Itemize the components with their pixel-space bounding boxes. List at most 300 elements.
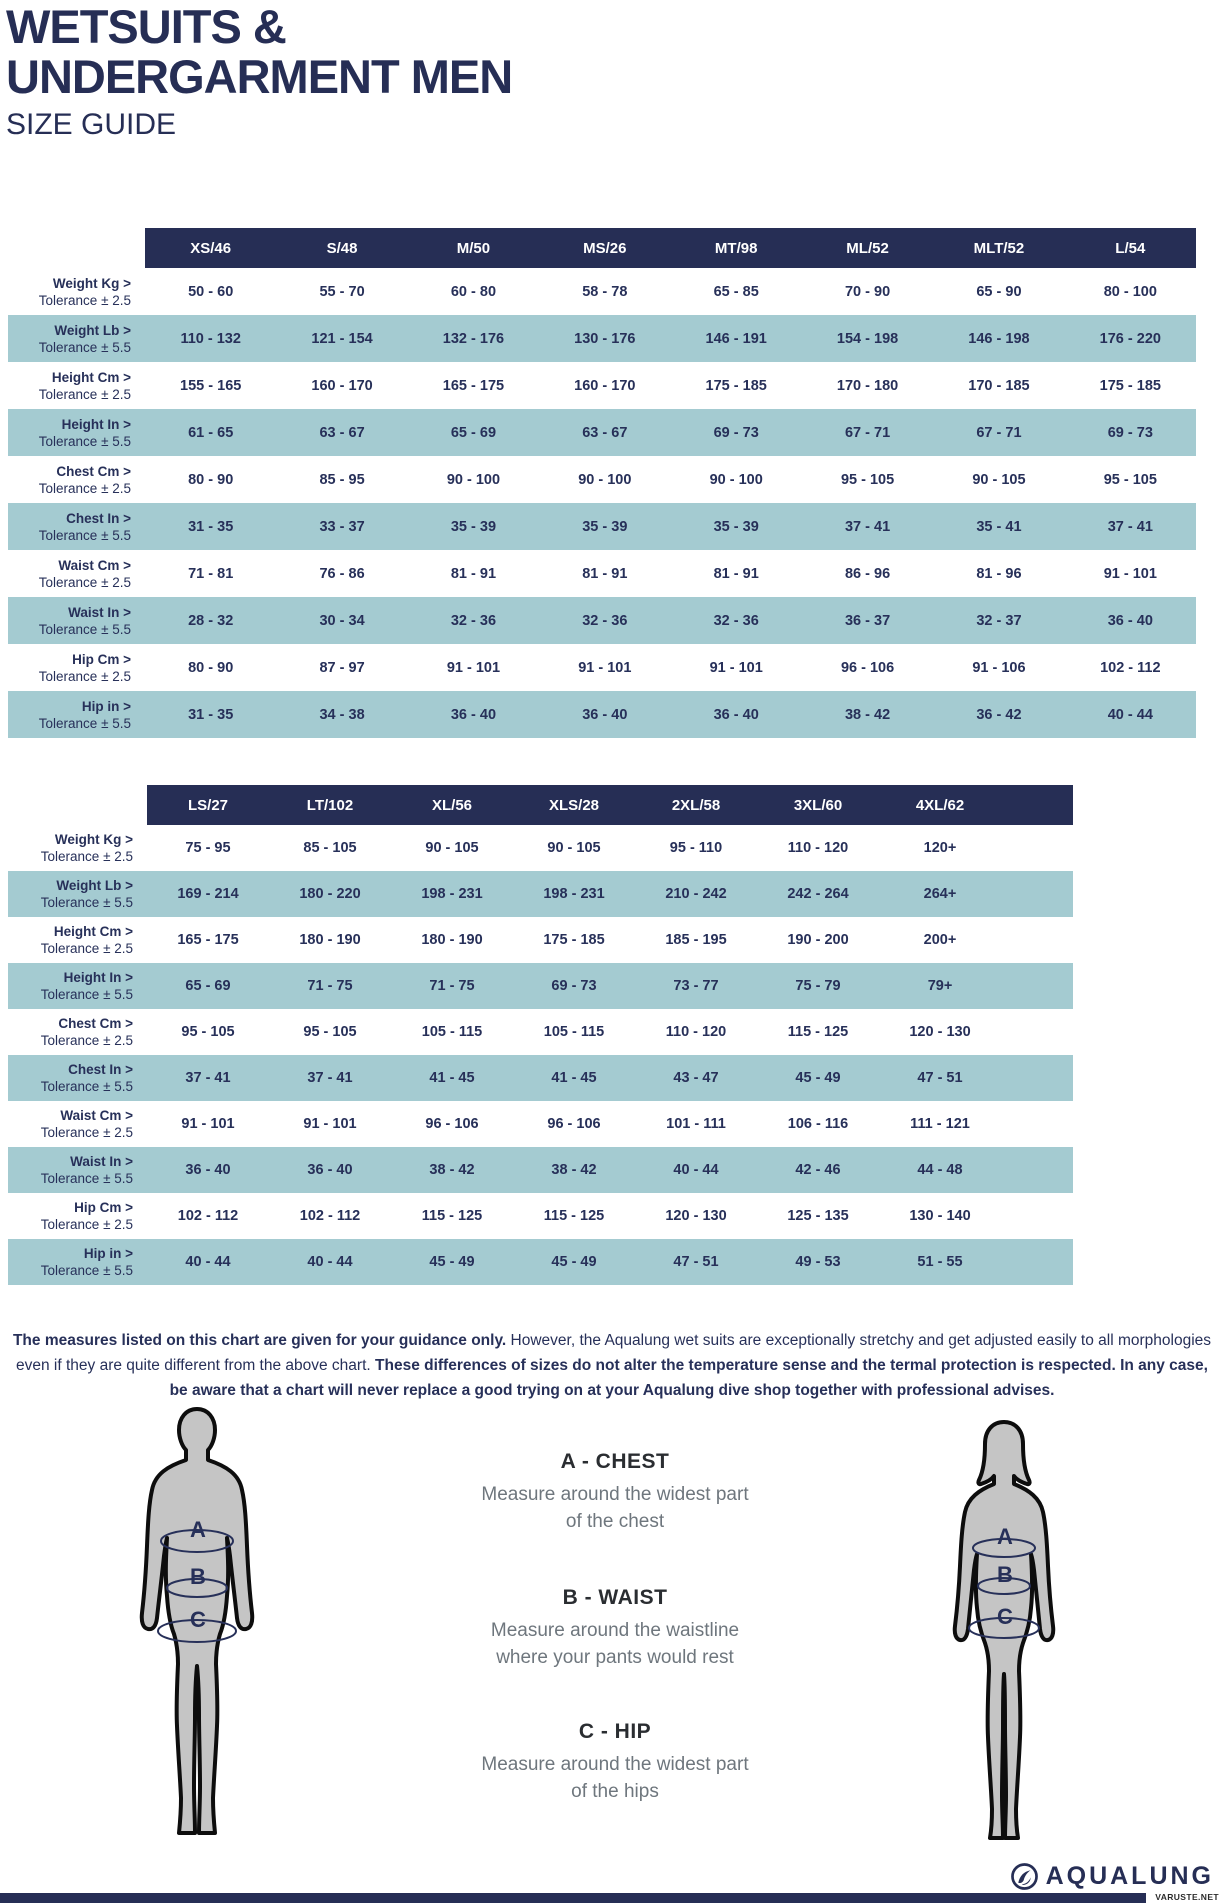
size-value-cell: 40 - 44 <box>185 1254 231 1270</box>
chest-instruction-title: A - CHEST <box>560 1450 670 1473</box>
size-value-cell: 36 - 37 <box>844 612 891 629</box>
table-corner-cell <box>8 228 145 268</box>
column-header: 2XL/58 <box>671 796 721 814</box>
row-values <box>145 268 1196 315</box>
table-header-row <box>8 228 1196 268</box>
size-value-cell: 121 - 154 <box>311 330 373 347</box>
size-value-cell: 43 - 47 <box>673 1070 719 1086</box>
size-value-cell: 73 - 77 <box>673 978 719 994</box>
row-label-measure: Chest Cm > <box>56 463 131 479</box>
column-header: XLS/28 <box>548 796 600 814</box>
size-value-cell: 86 - 96 <box>844 565 891 582</box>
brand-logo <box>1010 1862 1214 1891</box>
row-values <box>147 825 1073 871</box>
row-label-measure: Waist In > <box>70 1154 133 1169</box>
table-row <box>8 917 1073 963</box>
row-label <box>8 825 147 871</box>
page-title <box>6 2 512 102</box>
row-values <box>147 1055 1073 1101</box>
size-value-cell: 85 - 105 <box>303 840 357 856</box>
watermark-text: VARUSTE.NET <box>1155 1892 1219 1902</box>
table-row <box>8 268 1196 315</box>
size-value-cell: 55 - 70 <box>319 283 365 300</box>
size-value-cell: 130 - 140 <box>909 1208 971 1224</box>
hip-instruction <box>355 1720 875 1805</box>
table-row <box>8 1193 1073 1239</box>
table-row <box>8 315 1196 362</box>
table-row <box>8 1147 1073 1193</box>
size-value-cell: 146 - 191 <box>705 330 767 347</box>
size-value-cell: 96 - 106 <box>425 1116 479 1132</box>
size-value-cell: 125 - 135 <box>787 1208 849 1224</box>
size-value-cell: 47 - 51 <box>917 1070 963 1086</box>
row-label <box>8 409 145 456</box>
size-value-cell: 69 - 73 <box>713 424 759 441</box>
row-label-tolerance: Tolerance ± 5.5 <box>40 1171 133 1186</box>
table-row <box>8 409 1196 456</box>
disclaimer-regular-1: However, the Aqualung wet suits are exceptionally stretchy and get adjusted easily to all morphologies even if they are quite different from the above chart. <box>16 1331 1212 1374</box>
size-value-cell: 180 - 220 <box>299 886 361 902</box>
row-label-tolerance: Tolerance ± 2.5 <box>38 668 131 684</box>
size-value-cell: 65 - 69 <box>185 978 231 994</box>
row-label-measure: Waist In > <box>68 604 131 620</box>
size-value-cell: 170 - 185 <box>968 377 1030 394</box>
size-value-cell: 37 - 41 <box>307 1070 353 1086</box>
row-label <box>8 644 145 691</box>
size-value-cell: 115 - 125 <box>543 1208 605 1224</box>
row-values <box>145 644 1196 691</box>
size-value-cell: 71 - 81 <box>188 565 234 582</box>
row-label-measure: Weight Lb > <box>56 878 133 893</box>
size-value-cell: 35 - 39 <box>450 518 497 535</box>
row-values <box>145 550 1196 597</box>
size-value-cell: 67 - 71 <box>844 424 891 441</box>
size-value-cell: 85 - 95 <box>319 471 365 488</box>
column-header: 4XL/62 <box>915 796 965 814</box>
size-table-large <box>8 785 1073 1285</box>
waist-instruction-title: B - WAIST <box>562 1586 668 1609</box>
column-header: L/54 <box>1115 239 1146 257</box>
row-label-tolerance: Tolerance ± 5.5 <box>38 715 131 731</box>
size-value-cell: 91 - 106 <box>972 659 1026 676</box>
row-values <box>147 1101 1073 1147</box>
size-value-cell: 210 - 242 <box>665 886 727 902</box>
size-value-cell: 176 - 220 <box>1099 330 1161 347</box>
row-label <box>8 963 147 1009</box>
waist-instruction-text: Measure around the waistline where your pants would rest <box>490 1620 740 1668</box>
table-row <box>8 1101 1073 1147</box>
column-header: XL/56 <box>431 796 473 814</box>
hip-instruction-text: Measure around the widest part of the hips <box>481 1754 749 1802</box>
male-waist-label: B <box>190 1564 206 1589</box>
size-value-cell: 80 - 90 <box>188 659 234 676</box>
size-value-cell: 32 - 36 <box>582 612 628 629</box>
size-value-cell: 81 - 91 <box>582 565 628 582</box>
size-value-cell: 90 - 105 <box>972 471 1026 488</box>
table-row <box>8 362 1196 409</box>
column-header: MLT/52 <box>973 239 1025 257</box>
size-value-cell: 67 - 71 <box>976 424 1022 441</box>
table-row <box>8 1239 1073 1285</box>
female-body-diagram <box>934 1418 1074 1843</box>
column-header: MT/98 <box>714 239 758 257</box>
row-label-measure: Weight Kg > <box>52 275 131 291</box>
row-label-tolerance: Tolerance ± 5.5 <box>40 1263 133 1278</box>
size-value-cell: 95 - 105 <box>303 1024 357 1040</box>
row-label <box>8 1147 147 1193</box>
row-label-measure: Height In > <box>63 970 133 985</box>
row-label-tolerance: Tolerance ± 2.5 <box>38 292 131 308</box>
table-row <box>8 456 1196 503</box>
size-value-cell: 36 - 40 <box>185 1162 231 1178</box>
female-waist-label: B <box>997 1562 1013 1587</box>
row-label-measure: Height Cm > <box>51 369 131 385</box>
size-value-cell: 37 - 41 <box>185 1070 231 1086</box>
size-value-cell: 71 - 75 <box>307 978 353 994</box>
disclaimer-text <box>12 1328 1212 1403</box>
size-value-cell: 106 - 116 <box>787 1116 849 1132</box>
size-value-cell: 95 - 105 <box>1103 471 1157 488</box>
row-label-measure: Weight Lb > <box>54 322 131 338</box>
size-value-cell: 79+ <box>927 978 953 994</box>
row-label <box>8 1055 147 1101</box>
size-value-cell: 101 - 111 <box>666 1116 726 1132</box>
table-row <box>8 1009 1073 1055</box>
size-value-cell: 71 - 75 <box>429 978 475 994</box>
size-value-cell: 28 - 32 <box>188 612 234 629</box>
size-value-cell: 165 - 175 <box>442 377 505 394</box>
size-value-cell: 49 - 53 <box>795 1254 841 1270</box>
size-value-cell: 75 - 95 <box>185 840 231 856</box>
size-value-cell: 115 - 125 <box>787 1024 849 1040</box>
size-value-cell: 102 - 112 <box>299 1208 361 1224</box>
brand-name: AQUALUNG <box>1045 1862 1214 1890</box>
bottom-bar <box>0 1893 1146 1903</box>
female-chest-label: A <box>997 1524 1013 1549</box>
size-value-cell: 200+ <box>923 932 957 948</box>
row-label-measure: Chest In > <box>68 1062 133 1077</box>
row-label <box>8 917 147 963</box>
size-value-cell: 185 - 195 <box>665 932 727 948</box>
row-label-measure: Height Cm > <box>53 924 133 939</box>
row-label-tolerance: Tolerance ± 2.5 <box>38 480 131 496</box>
row-label-tolerance: Tolerance ± 2.5 <box>38 574 131 590</box>
row-label-tolerance: Tolerance ± 5.5 <box>40 1079 133 1094</box>
column-header: ML/52 <box>846 239 889 257</box>
size-value-cell: 38 - 42 <box>844 706 891 723</box>
waist-instruction <box>355 1586 875 1671</box>
size-value-cell: 96 - 106 <box>840 659 895 676</box>
male-hip-label: C <box>190 1607 206 1632</box>
row-values <box>145 503 1196 550</box>
size-value-cell: 154 - 198 <box>836 330 899 347</box>
female-hip-label: C <box>997 1604 1013 1629</box>
row-values <box>145 691 1196 738</box>
size-value-cell: 34 - 38 <box>319 706 365 723</box>
table-row <box>8 871 1073 917</box>
size-value-cell: 60 - 80 <box>450 283 497 300</box>
size-value-cell: 91 - 101 <box>1103 565 1157 582</box>
size-value-cell: 110 - 120 <box>787 840 849 856</box>
row-label-tolerance: Tolerance ± 5.5 <box>40 895 133 910</box>
size-value-cell: 33 - 37 <box>319 518 365 535</box>
column-header: 3XL/60 <box>793 796 843 814</box>
size-value-cell: 102 - 112 <box>1100 659 1161 676</box>
size-value-cell: 132 - 176 <box>442 330 505 347</box>
row-label-tolerance: Tolerance ± 2.5 <box>40 1125 133 1140</box>
size-value-cell: 175 - 185 <box>543 932 605 948</box>
row-label-tolerance: Tolerance ± 5.5 <box>40 987 133 1002</box>
size-value-cell: 70 - 90 <box>844 283 891 300</box>
size-value-cell: 91 - 101 <box>181 1116 235 1132</box>
size-value-cell: 160 - 170 <box>311 377 373 394</box>
row-label-tolerance: Tolerance ± 5.5 <box>38 527 131 543</box>
size-value-cell: 36 - 40 <box>307 1162 353 1178</box>
size-value-cell: 45 - 49 <box>429 1254 475 1270</box>
size-value-cell: 30 - 34 <box>319 612 365 629</box>
size-value-cell: 155 - 165 <box>180 377 242 394</box>
size-value-cell: 130 - 176 <box>574 330 636 347</box>
row-label-tolerance: Tolerance ± 2.5 <box>40 941 133 956</box>
row-label <box>8 1239 147 1285</box>
size-value-cell: 31 - 35 <box>188 706 234 723</box>
table-row <box>8 1055 1073 1101</box>
size-value-cell: 190 - 200 <box>787 932 849 948</box>
size-table-standard <box>8 228 1196 738</box>
size-value-cell: 90 - 105 <box>547 840 601 856</box>
column-header-band <box>147 785 1073 825</box>
size-value-cell: 31 - 35 <box>188 518 234 535</box>
disclaimer-bold-1: The measures listed on this chart are given for your guidance only. <box>12 1331 507 1349</box>
size-value-cell: 36 - 42 <box>976 706 1022 723</box>
size-value-cell: 90 - 100 <box>446 471 501 488</box>
row-label-measure: Hip Cm > <box>74 1200 133 1215</box>
row-label-tolerance: Tolerance ± 5.5 <box>38 339 131 355</box>
size-value-cell: 65 - 85 <box>713 283 759 300</box>
size-value-cell: 35 - 39 <box>582 518 628 535</box>
size-value-cell: 40 - 44 <box>1107 706 1153 723</box>
size-value-cell: 69 - 73 <box>551 978 597 994</box>
hip-instruction-title: C - HIP <box>578 1720 652 1743</box>
size-value-cell: 32 - 36 <box>450 612 497 629</box>
table-row <box>8 963 1073 1009</box>
row-label <box>8 691 145 738</box>
size-value-cell: 146 - 198 <box>968 330 1030 347</box>
size-value-cell: 90 - 105 <box>425 840 479 856</box>
table-row <box>8 503 1196 550</box>
size-value-cell: 198 - 231 <box>543 886 605 902</box>
row-label-measure: Waist Cm > <box>60 1108 133 1123</box>
size-value-cell: 40 - 44 <box>673 1162 719 1178</box>
size-value-cell: 169 - 214 <box>177 886 239 902</box>
row-label <box>8 1101 147 1147</box>
size-value-cell: 170 - 180 <box>836 377 899 394</box>
title-line-1: WETSUITS & <box>6 0 286 53</box>
size-value-cell: 37 - 41 <box>844 518 891 535</box>
size-value-cell: 63 - 67 <box>582 424 628 441</box>
size-value-cell: 69 - 73 <box>1107 424 1153 441</box>
size-value-cell: 40 - 44 <box>307 1254 353 1270</box>
table-row <box>8 644 1196 691</box>
row-values <box>147 1009 1073 1055</box>
size-value-cell: 175 - 185 <box>1099 377 1161 394</box>
size-value-cell: 175 - 185 <box>705 377 767 394</box>
table-row <box>8 597 1196 644</box>
size-value-cell: 242 - 264 <box>787 886 849 902</box>
row-label <box>8 503 145 550</box>
size-value-cell: 32 - 37 <box>976 612 1022 629</box>
size-value-cell: 45 - 49 <box>551 1254 597 1270</box>
size-value-cell: 61 - 65 <box>188 424 234 441</box>
title-line-2: UNDERGARMENT MEN <box>6 50 513 103</box>
row-label-tolerance: Tolerance ± 2.5 <box>40 849 133 864</box>
column-header: MS/26 <box>583 239 627 257</box>
row-values <box>145 409 1196 456</box>
row-values <box>147 1239 1073 1285</box>
size-value-cell: 90 - 100 <box>578 471 632 488</box>
size-value-cell: 115 - 125 <box>421 1208 483 1224</box>
size-value-cell: 36 - 40 <box>713 706 759 723</box>
column-header: LS/27 <box>187 796 229 814</box>
row-label-measure: Chest In > <box>66 510 131 526</box>
aqualung-logo-icon <box>1010 1862 1039 1891</box>
size-value-cell: 110 - 132 <box>180 330 241 347</box>
chest-instruction <box>355 1450 875 1535</box>
size-value-cell: 264+ <box>923 886 957 902</box>
size-value-cell: 81 - 91 <box>713 565 759 582</box>
column-header: M/50 <box>456 239 491 257</box>
size-value-cell: 120 - 130 <box>665 1208 727 1224</box>
size-value-cell: 38 - 42 <box>551 1162 597 1178</box>
size-value-cell: 45 - 49 <box>795 1070 841 1086</box>
row-label-measure: Waist Cm > <box>58 557 131 573</box>
size-value-cell: 180 - 190 <box>299 932 361 948</box>
size-value-cell: 36 - 40 <box>582 706 628 723</box>
table-row <box>8 825 1073 871</box>
row-label <box>8 362 145 409</box>
size-value-cell: 91 - 101 <box>709 659 763 676</box>
size-value-cell: 63 - 67 <box>319 424 365 441</box>
row-label-measure: Height In > <box>61 416 131 432</box>
row-values <box>145 597 1196 644</box>
row-label-measure: Weight Kg > <box>54 832 133 847</box>
table-row <box>8 691 1196 738</box>
row-label-measure: Hip in > <box>83 1246 133 1261</box>
row-values <box>147 1147 1073 1193</box>
size-value-cell: 36 - 40 <box>1107 612 1153 629</box>
row-label <box>8 456 145 503</box>
size-value-cell: 37 - 41 <box>1107 518 1153 535</box>
column-header-band <box>145 228 1196 268</box>
row-label-tolerance: Tolerance ± 5.5 <box>38 621 131 637</box>
size-value-cell: 42 - 46 <box>795 1162 841 1178</box>
size-value-cell: 76 - 86 <box>319 565 365 582</box>
size-value-cell: 44 - 48 <box>917 1162 963 1178</box>
column-header: S/48 <box>326 239 358 257</box>
chest-instruction-text: Measure around the widest part of the chest <box>481 1484 749 1532</box>
row-values <box>147 917 1073 963</box>
size-value-cell: 81 - 96 <box>976 565 1022 582</box>
disclaimer-bold-2: These differences of sizes do not alter the temperature sense and the termal protection is respected. In any case, be aware that a chart will never replace a good trying on at your Aqualung dive shop together with professional advises. <box>169 1356 1208 1399</box>
column-header: LT/102 <box>306 796 354 814</box>
row-label-tolerance: Tolerance ± 5.5 <box>38 433 131 449</box>
row-label-tolerance: Tolerance ± 2.5 <box>40 1033 133 1048</box>
size-value-cell: 120 - 130 <box>909 1024 971 1040</box>
row-label <box>8 550 145 597</box>
table-corner-cell <box>8 785 147 825</box>
row-values <box>145 362 1196 409</box>
column-header: XS/46 <box>190 239 232 257</box>
row-label <box>8 315 145 362</box>
row-label-measure: Hip in > <box>81 698 131 714</box>
page-subtitle: SIZE GUIDE <box>6 108 177 141</box>
row-values <box>147 871 1073 917</box>
size-value-cell: 81 - 91 <box>450 565 497 582</box>
row-label <box>8 597 145 644</box>
size-value-cell: 58 - 78 <box>582 283 628 300</box>
size-value-cell: 105 - 115 <box>421 1024 483 1040</box>
size-value-cell: 90 - 100 <box>709 471 763 488</box>
size-value-cell: 180 - 190 <box>421 932 483 948</box>
size-value-cell: 80 - 100 <box>1103 283 1157 300</box>
size-value-cell: 87 - 97 <box>319 659 365 676</box>
size-value-cell: 96 - 106 <box>547 1116 601 1132</box>
size-value-cell: 41 - 45 <box>551 1070 597 1086</box>
row-values <box>147 963 1073 1009</box>
size-value-cell: 47 - 51 <box>673 1254 719 1270</box>
row-label <box>8 871 147 917</box>
row-label <box>8 1193 147 1239</box>
row-label <box>8 268 145 315</box>
size-value-cell: 51 - 55 <box>917 1254 963 1270</box>
size-value-cell: 91 - 101 <box>303 1116 357 1132</box>
size-value-cell: 120+ <box>923 840 957 856</box>
size-value-cell: 65 - 69 <box>450 424 497 441</box>
size-value-cell: 32 - 36 <box>713 612 759 629</box>
size-value-cell: 110 - 120 <box>665 1024 727 1040</box>
row-label <box>8 1009 147 1055</box>
row-values <box>145 315 1196 362</box>
size-value-cell: 91 - 101 <box>446 659 501 676</box>
size-value-cell: 91 - 101 <box>578 659 632 676</box>
male-body-diagram <box>122 1405 272 1845</box>
size-value-cell: 65 - 90 <box>976 283 1022 300</box>
row-label-measure: Hip Cm > <box>72 651 131 667</box>
size-value-cell: 95 - 105 <box>840 471 895 488</box>
size-value-cell: 165 - 175 <box>177 932 239 948</box>
size-value-cell: 50 - 60 <box>188 283 234 300</box>
size-value-cell: 35 - 39 <box>713 518 759 535</box>
size-value-cell: 38 - 42 <box>429 1162 475 1178</box>
row-values <box>145 456 1196 503</box>
size-value-cell: 111 - 121 <box>910 1116 970 1132</box>
row-label-measure: Chest Cm > <box>58 1016 133 1031</box>
size-value-cell: 102 - 112 <box>177 1208 239 1224</box>
size-value-cell: 80 - 90 <box>188 471 234 488</box>
row-values <box>147 1193 1073 1239</box>
size-value-cell: 198 - 231 <box>421 886 483 902</box>
size-value-cell: 95 - 110 <box>669 840 723 856</box>
row-label-tolerance: Tolerance ± 2.5 <box>40 1217 133 1232</box>
size-value-cell: 75 - 79 <box>795 978 841 994</box>
table-header-row <box>8 785 1073 825</box>
size-value-cell: 105 - 115 <box>543 1024 605 1040</box>
table-row <box>8 550 1196 597</box>
row-label-tolerance: Tolerance ± 2.5 <box>38 386 131 402</box>
size-value-cell: 95 - 105 <box>181 1024 235 1040</box>
size-value-cell: 41 - 45 <box>429 1070 475 1086</box>
size-value-cell: 35 - 41 <box>976 518 1022 535</box>
